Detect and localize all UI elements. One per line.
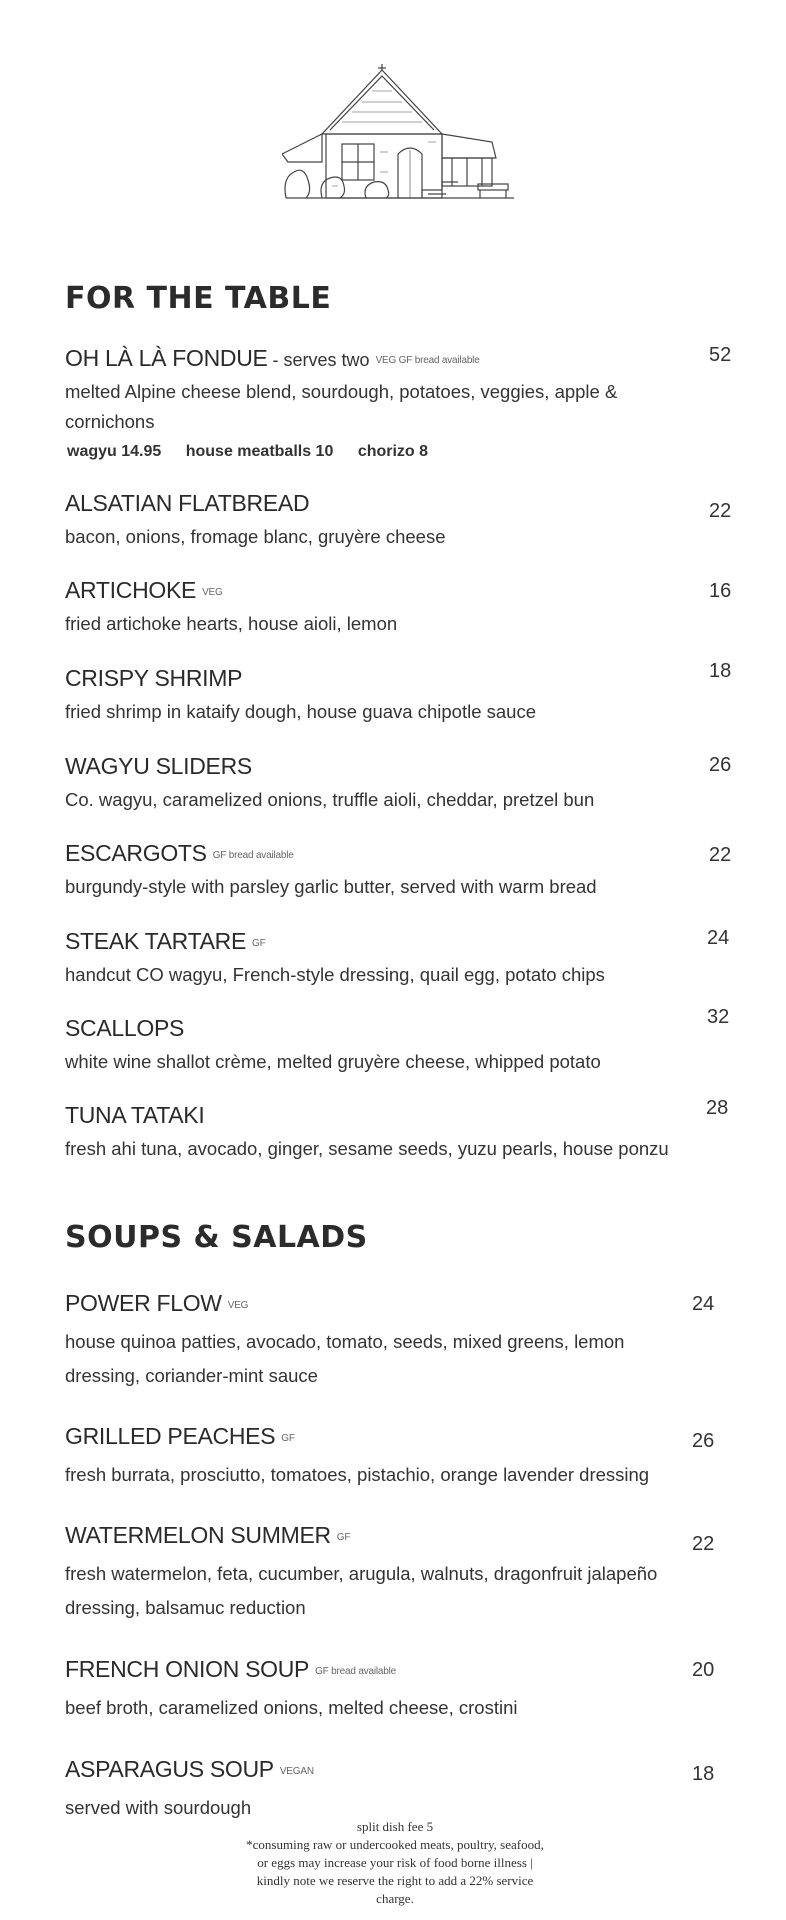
menu-item bbox=[65, 345, 745, 461]
menu-item bbox=[65, 753, 745, 815]
menu-item bbox=[65, 1423, 745, 1492]
item-name: WAGYU SLIDERS bbox=[65, 753, 252, 779]
dietary-tag: VEG bbox=[227, 1300, 249, 1311]
menu-item bbox=[65, 577, 745, 639]
item-name: WATERMELON SUMMER bbox=[65, 1522, 331, 1548]
item-price: 52 bbox=[709, 344, 732, 366]
split-dish-fee: split dish fee 5 bbox=[356, 1819, 434, 1834]
item-description: fried shrimp in kataify dough, house guava chipotle sauce bbox=[65, 701, 537, 722]
menu-item bbox=[65, 1656, 745, 1725]
dietary-tag: VEGAN bbox=[279, 1766, 314, 1777]
add-on: wagyu 14.95 bbox=[67, 443, 162, 460]
dietary-tag: GF bbox=[336, 1532, 351, 1543]
item-price: 22 bbox=[709, 500, 732, 522]
footer-note bbox=[240, 1818, 550, 1908]
item-name: ARTICHOKE bbox=[65, 577, 197, 603]
item-name: FRENCH ONION SOUP bbox=[65, 1656, 310, 1682]
dietary-tag: VEG GF bread available bbox=[375, 355, 480, 366]
item-name: POWER FLOW bbox=[65, 1290, 222, 1316]
item-price: 22 bbox=[692, 1533, 715, 1555]
menu-item bbox=[65, 1015, 745, 1077]
dietary-tag: GF bread available bbox=[315, 1666, 396, 1677]
item-name: CRISPY SHRIMP bbox=[65, 665, 243, 691]
item-description: beef broth, caramelized onions, melted cheese, crostini bbox=[65, 1697, 518, 1718]
item-description: bacon, onions, fromage blanc, gruyère cheese bbox=[65, 526, 446, 547]
item-price: 18 bbox=[709, 660, 732, 682]
item-price: 24 bbox=[707, 927, 730, 949]
item-description: fresh burrata, prosciutto, tomatoes, pistachio, orange lavender dressing bbox=[65, 1464, 650, 1485]
item-price: 16 bbox=[709, 580, 732, 602]
item-name: TUNA TATAKI bbox=[65, 1102, 205, 1128]
section-title-for-the-table: FOR THE TABLE bbox=[65, 281, 332, 316]
menu-item bbox=[65, 1522, 745, 1625]
item-description: Co. wagyu, caramelized onions, truffle aioli, cheddar, pretzel bun bbox=[65, 789, 595, 810]
menu-item bbox=[65, 840, 745, 902]
add-on: house meatballs 10 bbox=[185, 443, 334, 460]
dietary-tag: VEG bbox=[202, 587, 223, 598]
menu-item bbox=[65, 1290, 745, 1393]
item-name: SCALLOPS bbox=[65, 1015, 185, 1041]
add-ons bbox=[67, 443, 745, 461]
item-price: 26 bbox=[709, 754, 732, 776]
item-description: white wine shallot crème, melted gruyère cheese, whipped potato bbox=[65, 1051, 601, 1072]
item-name: ALSATIAN FLATBREAD bbox=[65, 490, 310, 516]
item-name: ASPARAGUS SOUP bbox=[65, 1756, 274, 1782]
dietary-tag: GF bread available bbox=[212, 850, 294, 861]
item-price: 20 bbox=[692, 1659, 715, 1681]
disclaimer: *consuming raw or undercooked meats, poultry, seafood, or eggs may increase your risk of food borne illness | kindly note we reserve the right to add a 22% service charge. bbox=[246, 1837, 544, 1906]
item-description: melted Alpine cheese blend, sourdough, potatoes, veggies, apple & cornichons bbox=[65, 381, 618, 432]
item-description: house quinoa patties, avocado, tomato, seeds, mixed greens, lemon dressing, coriander-mint sauce bbox=[65, 1331, 625, 1386]
add-on: chorizo 8 bbox=[357, 443, 429, 460]
item-price: 26 bbox=[692, 1430, 715, 1452]
item-price: 32 bbox=[707, 1006, 730, 1028]
item-description: burgundy-style with parsley garlic butter, served with warm bread bbox=[65, 876, 597, 897]
item-price: 24 bbox=[692, 1293, 715, 1315]
menu-item bbox=[65, 665, 745, 727]
item-description: handcut CO wagyu, French-style dressing, quail egg, potato chips bbox=[65, 964, 605, 985]
item-serving-note: - serves two bbox=[267, 350, 370, 370]
menu-item bbox=[65, 1756, 745, 1825]
menu-item bbox=[65, 490, 745, 552]
dietary-tag: GF bbox=[281, 1433, 295, 1444]
section-title-soups-salads: SOUPS & SALADS bbox=[65, 1220, 368, 1255]
item-description: served with sourdough bbox=[65, 1797, 252, 1818]
dietary-tag: GF bbox=[252, 938, 266, 949]
menu-item bbox=[65, 928, 745, 990]
item-description: fresh watermelon, feta, cucumber, arugula, walnuts, dragonfruit jalapeño dressing, balsamuc reduction bbox=[65, 1563, 658, 1618]
menu-item bbox=[65, 1102, 745, 1164]
item-price: 28 bbox=[706, 1097, 729, 1119]
item-name: OH LÀ LÀ FONDUE bbox=[65, 345, 268, 371]
item-price: 22 bbox=[709, 844, 732, 866]
item-description: fresh ahi tuna, avocado, ginger, sesame seeds, yuzu pearls, house ponzu bbox=[65, 1138, 669, 1159]
house-logo bbox=[282, 62, 518, 210]
item-name: ESCARGOTS bbox=[65, 840, 207, 866]
item-description: fried artichoke hearts, house aioli, lemon bbox=[65, 613, 398, 634]
item-price: 18 bbox=[692, 1763, 715, 1785]
item-name: GRILLED PEACHES bbox=[65, 1423, 276, 1449]
item-name: STEAK TARTARE bbox=[65, 928, 246, 954]
